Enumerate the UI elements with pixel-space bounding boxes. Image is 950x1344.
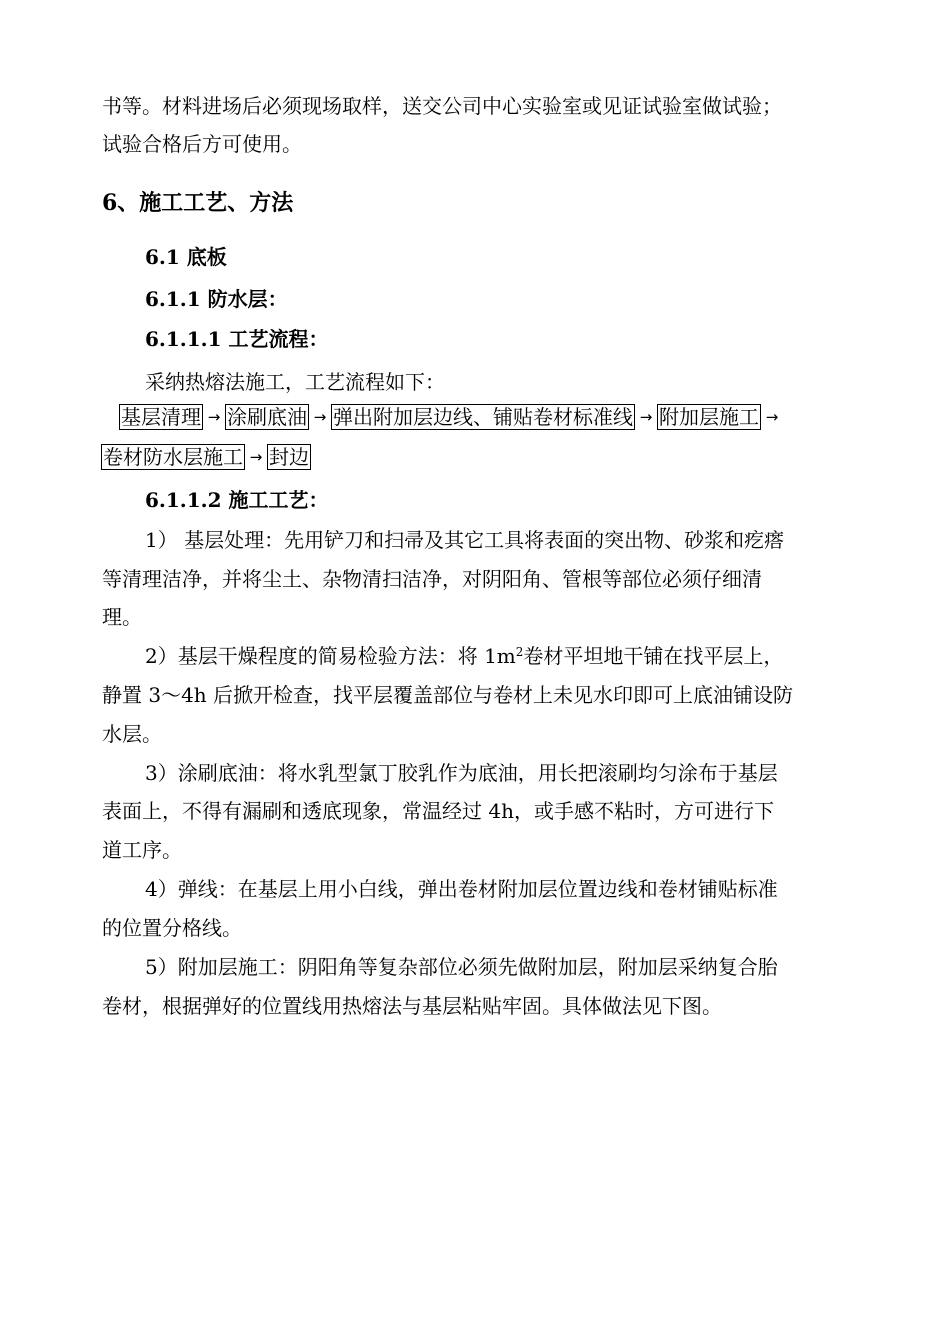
flow-step-1: 基层清理 [121,405,201,429]
flow-step-3: 弹出附加层边线、铺贴卷材标准线 [333,405,633,429]
flow-intro: 采纳热熔法施工，工艺流程如下： [145,370,445,394]
paragraph-3-line-3: 道工序。 [102,838,182,862]
paragraph-4-line-2: 的位置分格线。 [102,916,242,940]
flow-step-5: 卷材防水层施工 [103,445,243,469]
paragraph-1-line-3: 理。 [102,605,142,629]
flow-row-1 [119,404,783,430]
paragraph-3-line-2: 表面上，不得有漏刷和透底现象，常温经过 4h，或手感不粘时，方可进行下 [102,799,774,823]
subheading-6-1: 6.1 底板 [145,245,227,269]
flow-arrow-icon: → [313,408,327,426]
intro-line-2: 试验合格后方可使用。 [102,132,302,156]
paragraph-1-line-1: 1） 基层处理：先用铲刀和扫帚及其它工具将表面的突出物、砂浆和疙瘩 [145,528,785,552]
flow-arrow-icon: → [639,408,653,426]
intro-line-1: 书等。材料进场后必须现场取样，送交公司中心实验室或见证试验室做试验； [102,94,782,118]
paragraph-5-line-2: 卷材，根据弹好的位置线用热熔法与基层粘贴牢固。具体做法见下图。 [102,994,722,1018]
flow-row-2 [101,444,311,470]
subheading-6-1-1: 6.1.1 防水层： [145,287,288,311]
flow-step-4: 附加层施工 [659,405,759,429]
paragraph-4-line-1: 4）弹线：在基层上用小白线，弹出卷材附加层位置边线和卷材铺贴标准 [145,877,778,901]
flow-step-6: 封边 [269,445,309,469]
paragraph-2-line-1 [145,643,783,669]
flow-arrow-icon: → [207,408,221,426]
paragraph-5-line-1: 5）附加层施工：阴阳角等复杂部位必须先做附加层，附加层采纳复合胎 [145,955,778,979]
flow-step-2: 涂刷底油 [227,405,307,429]
section-heading: 6、施工工艺、方法 [102,190,294,216]
paragraph-2-text-b: 卷材平坦地干铺在找平层上， [523,644,784,668]
paragraph-1-line-2: 等清理洁净，并将尘土、杂物清扫洁净，对阴阳角、管根等部位必须仔细清 [102,567,762,591]
superscript: 2 [515,645,524,659]
paragraph-3-line-1: 3）涂刷底油：将水乳型氯丁胶乳作为底油，用长把滚刷均匀涂布于基层 [145,761,778,785]
paragraph-2-text-a: 2）基层干燥程度的简易检验方法：将 1m [145,644,516,668]
flow-arrow-icon: → [765,408,779,426]
flow-arrow-icon: → [249,448,263,466]
paragraph-2-line-3: 水层。 [102,722,162,746]
subheading-6-1-1-1: 6.1.1.1 工艺流程： [145,327,329,351]
subheading-6-1-1-2: 6.1.1.2 施工工艺： [145,488,329,512]
paragraph-2-line-2: 静置 3～4h 后掀开检查，找平层覆盖部位与卷材上未见水印即可上底油铺设防 [102,683,794,707]
